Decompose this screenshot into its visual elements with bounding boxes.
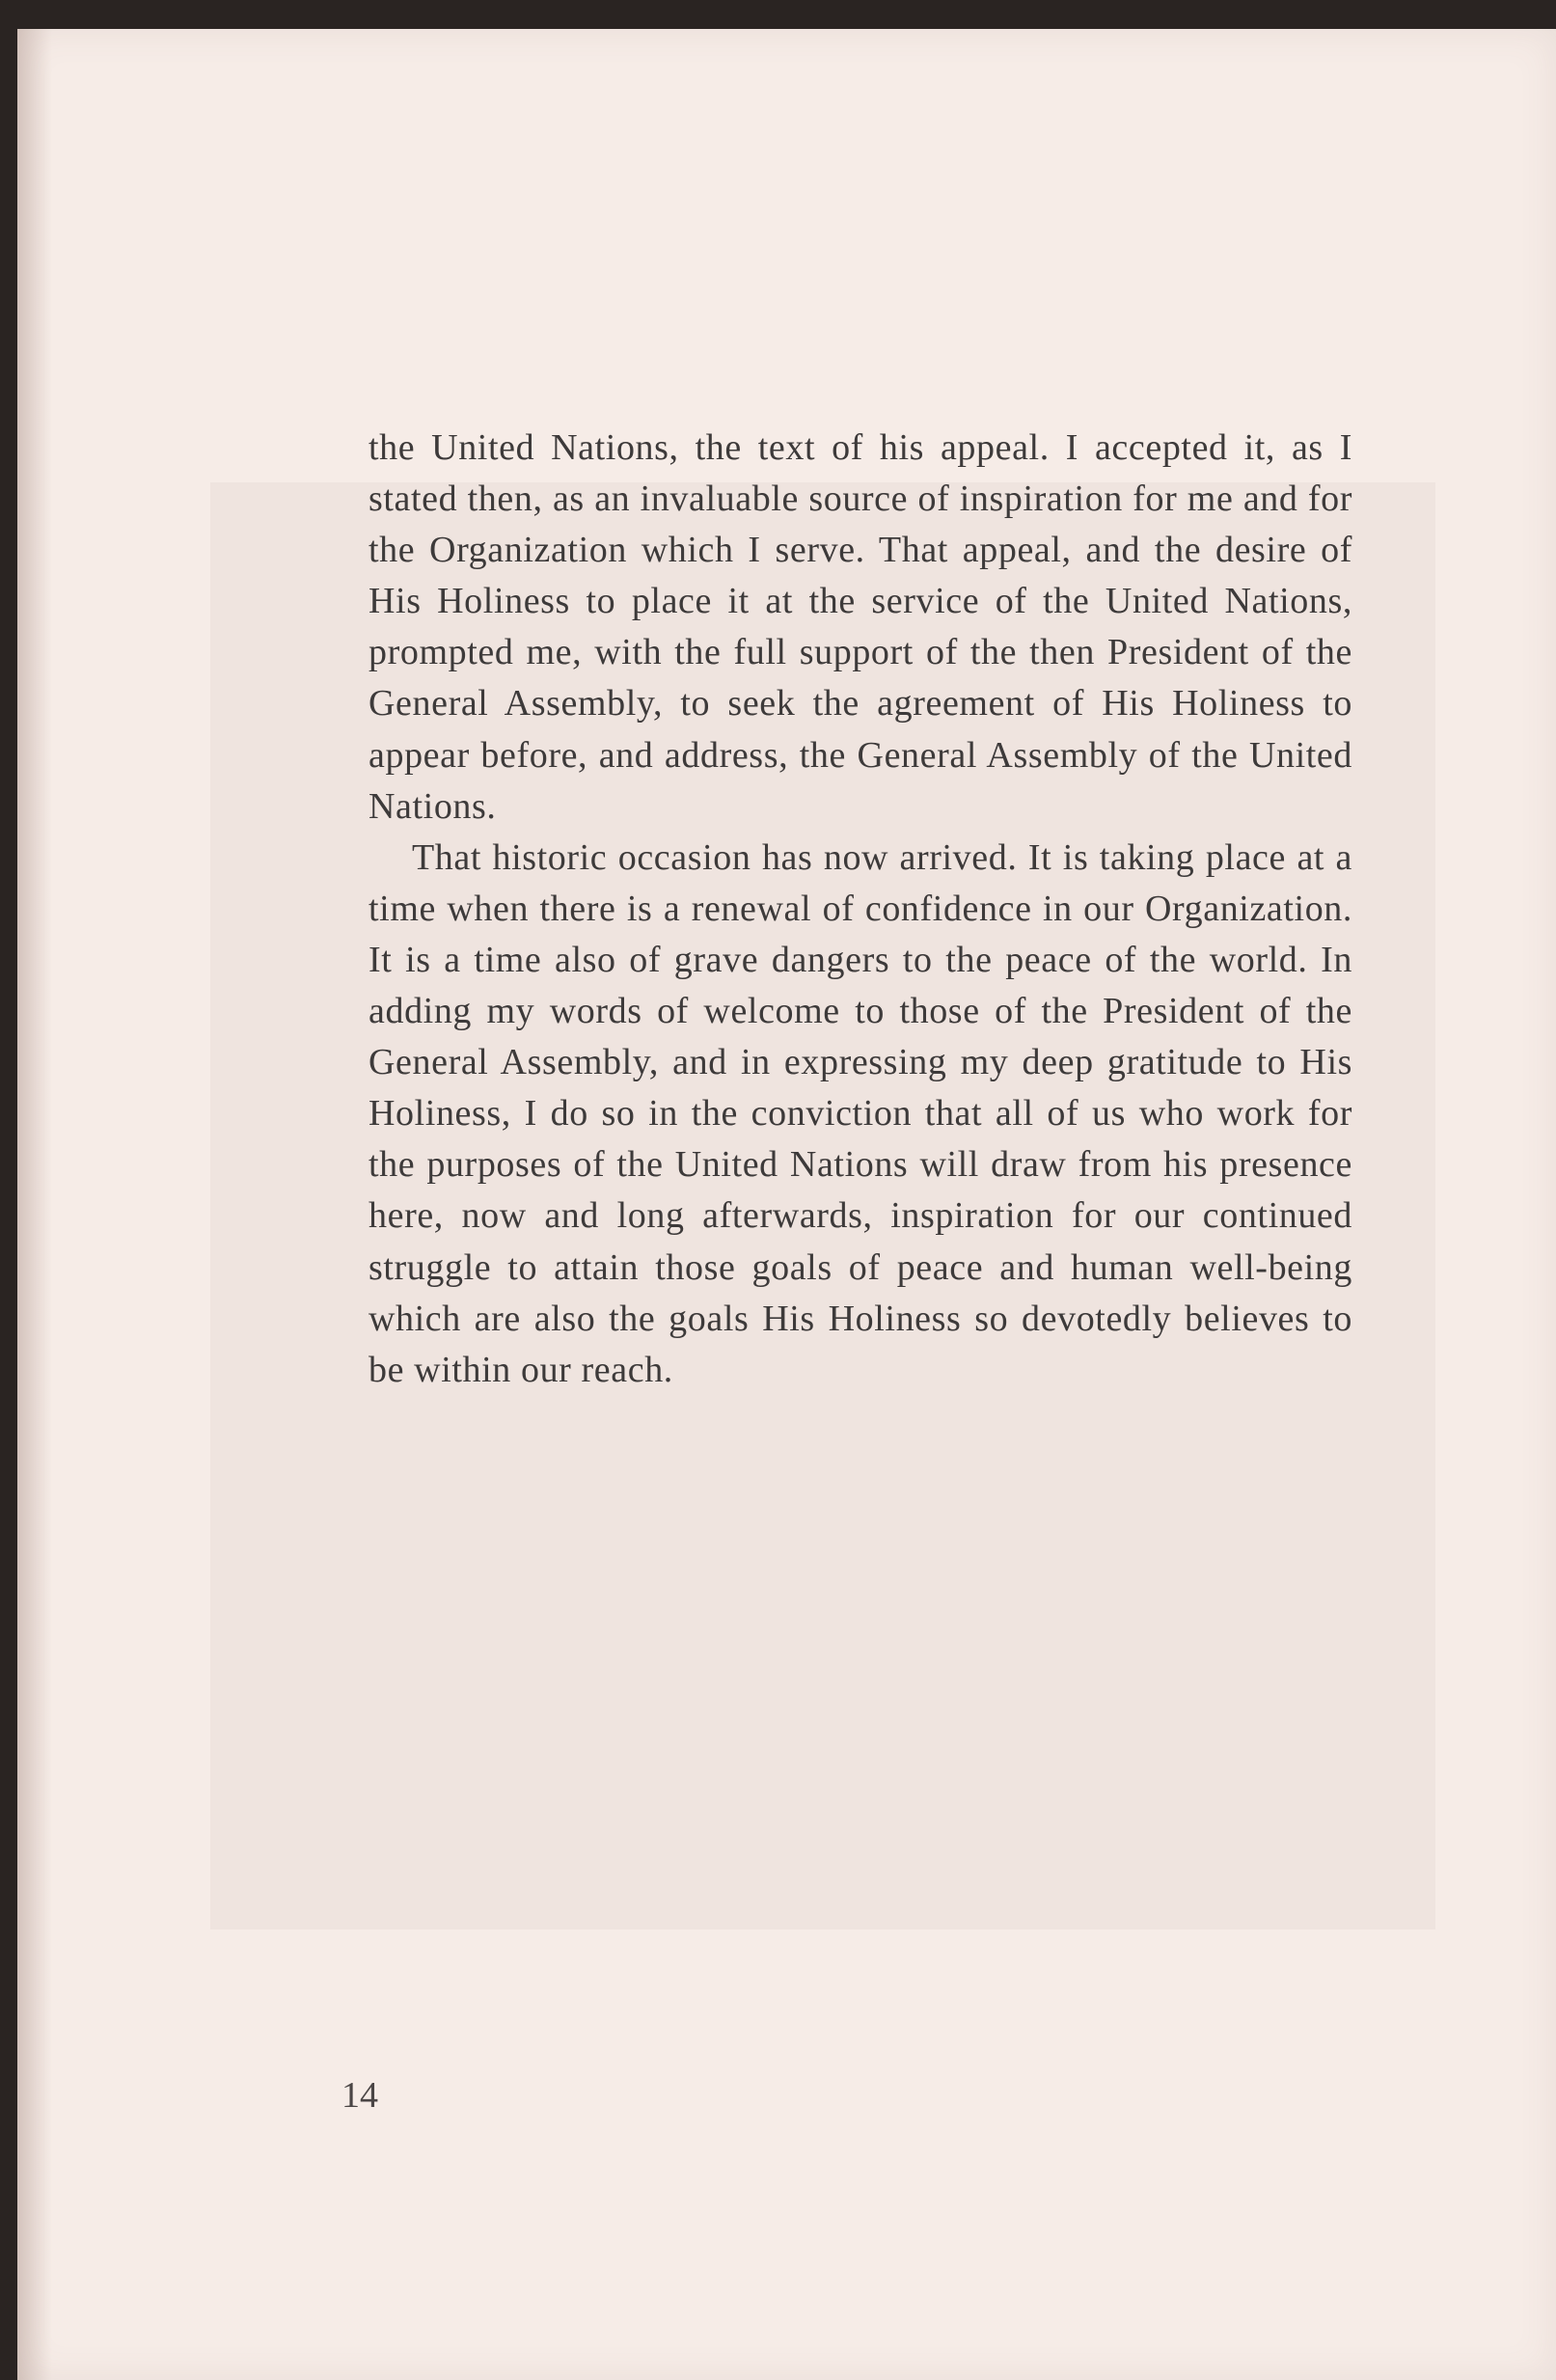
- page-number: 14: [341, 2075, 378, 2116]
- binding-shadow: [17, 29, 52, 2380]
- body-text: [369, 423, 1352, 1396]
- book-page: [17, 29, 1556, 2380]
- paragraph-continued: the United Nations, the text of his appeal. I accepted it, as I stated then, as an invaluable source of inspiration for me and for the Organization which I serve. That appeal, and the desire of His Holiness to place it at the service of the United Nations, prompted me, with the full support of the then President of the General Assembly, to seek the agreement of His Holiness to appear before, and address, the General Assembly of the United Nations.: [369, 427, 1352, 827]
- paragraph-historic-occasion: That historic occasion has now arrived. It is taking place at a time when there is a renewal of confidence in our Organization. It is a time also of grave dangers to the peace of the world. In adding my words of welcome to those of the President of the General Assembly, and in expressing my deep gratitude to His Holiness, I do so in the conviction that all of us who work for the purposes of the United Nations will draw from his presence here, now and long afterwards, inspiration for our continued struggle to attain those goals of peace and human well-being which are also the goals His Holiness so devotedly believes to be within our reach.: [369, 836, 1352, 1390]
